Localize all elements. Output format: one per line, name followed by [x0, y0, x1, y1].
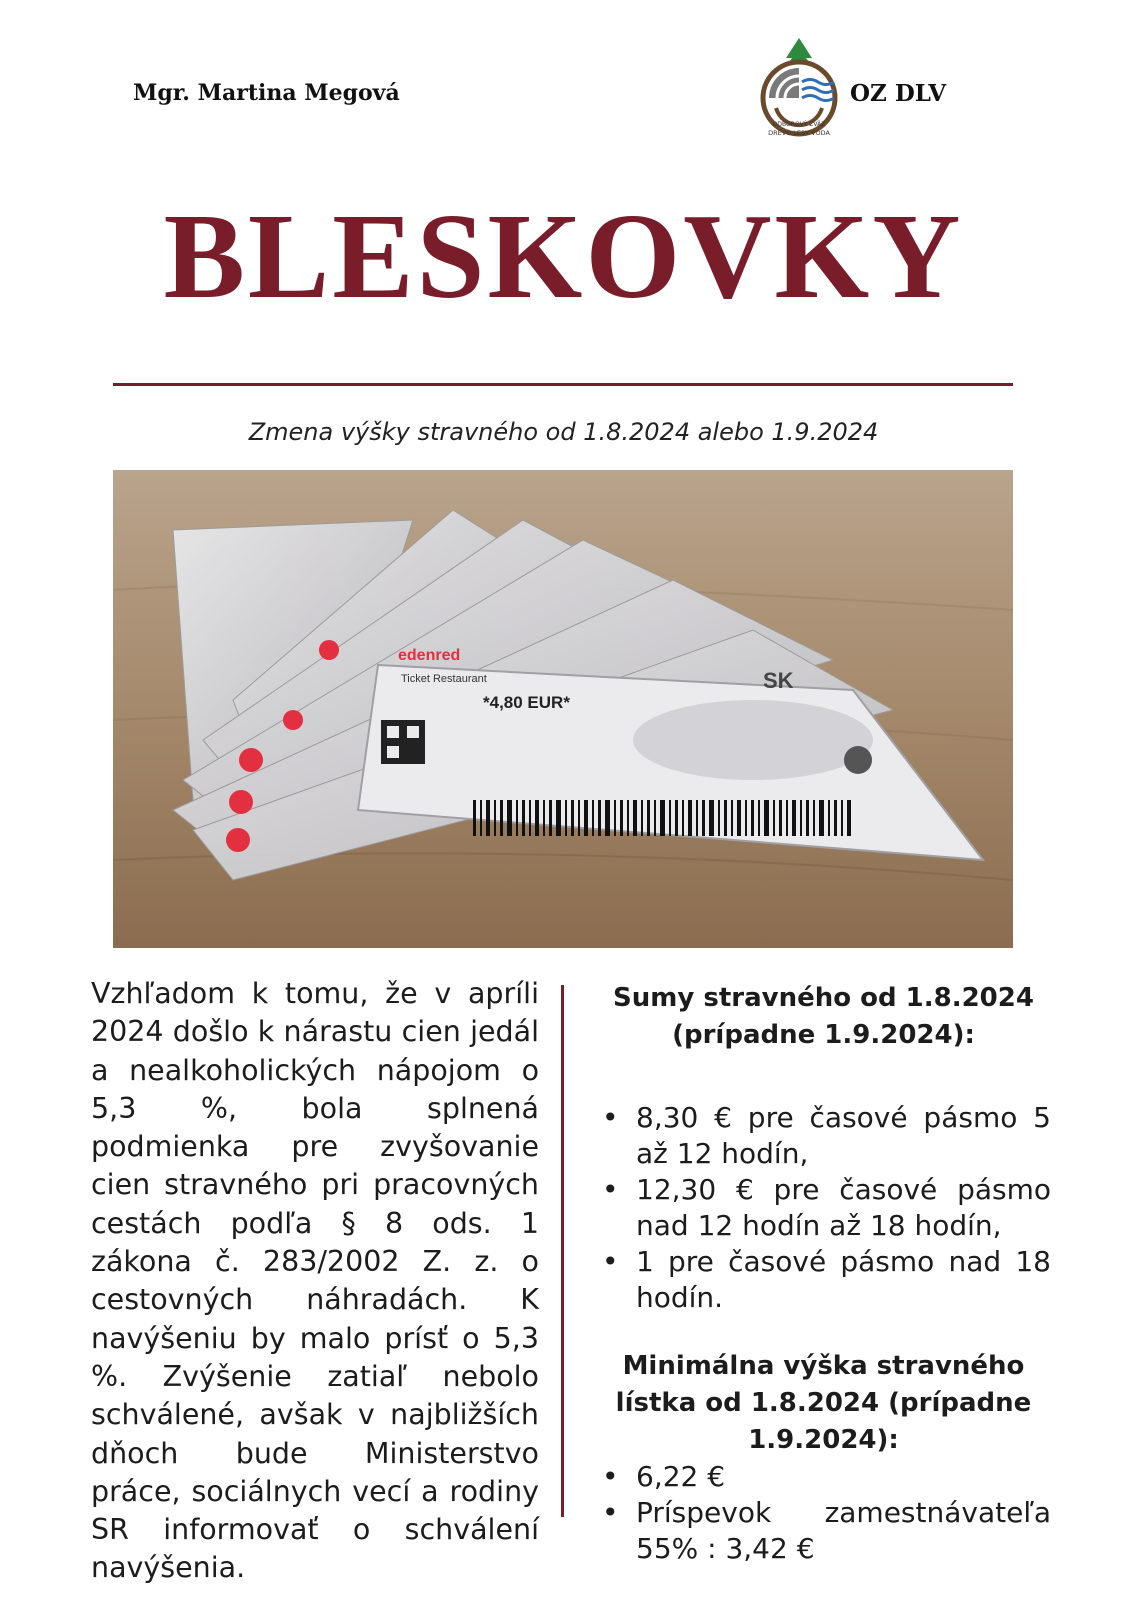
list-item: • 12,30 € pre časové pásmo nad 12 hodín až 18 hodín, [602, 1173, 1051, 1242]
bullet-icon: • [602, 1496, 619, 1529]
bullet-icon: • [602, 1173, 619, 1206]
section1-list [596, 1100, 1051, 1316]
meal-tickets-photo [113, 470, 1013, 948]
ticket-brand: edenred [398, 647, 461, 664]
organization-name: OZ DLV [850, 80, 947, 107]
section2-list [596, 1459, 1051, 1567]
bullet-icon: • [602, 1101, 619, 1134]
title-rule [113, 383, 1013, 386]
ticket-value: *4,80 EUR* [483, 693, 570, 712]
page-title: BLESKOVKY [163, 189, 964, 324]
section2-heading: Minimálna výška stravného lístka od 1.8.2024 (prípadne 1.9.2024): [615, 1351, 1032, 1455]
list-item: • 1 pre časové pásmo nad 18 hodín. [602, 1245, 1051, 1314]
union-logo [756, 36, 842, 146]
list-item: • 6,22 € [602, 1460, 726, 1493]
right-column [596, 980, 1051, 1567]
ticket-product: Ticket Restaurant [401, 673, 487, 685]
body-paragraph: Vzhľadom k tomu, že v apríli 2024 došlo k nárastu cien jedál a nealkoholických nápojom o 5,3 %, bola splnená podmienka pre zvyšovanie cien stravného pri pracovných cestách podľa § 8 ods. 1 zákona č. 283/2002 Z. z. o cestovných náhradách. K navýšeniu by malo prísť o 5,3 %. Zvýšenie zatiaľ nebolo schválené, avšak v najbližších dňoch bude Ministerstvo práce, sociálnych vecí a rodiny SR informovať o schválení navýšenia. [91, 977, 539, 1585]
logo-text-2: DREVO LESY VODA [768, 129, 830, 137]
list-item: • 8,30 € pre časové pásmo 5 až 12 hodín, [602, 1101, 1051, 1170]
bullet-icon: • [602, 1245, 619, 1278]
ticket-country: SK [763, 668, 794, 693]
bullet-icon: • [602, 1460, 619, 1493]
subtitle: Zmena výšky stravného od 1.8.2024 alebo 1.9.2024 [248, 418, 879, 446]
section1-heading: Sumy stravného od 1.8.2024 (prípadne 1.9.2024): [613, 983, 1034, 1050]
barcode [473, 800, 851, 836]
list-item: • Príspevok zamestnávateľa 55% : 3,42 € [602, 1496, 1051, 1565]
column-divider [561, 985, 564, 1517]
logo-text-1: ODBOROVÝ ZVÄZ [772, 121, 826, 128]
author-name: Mgr. Martina Megová [133, 80, 400, 106]
